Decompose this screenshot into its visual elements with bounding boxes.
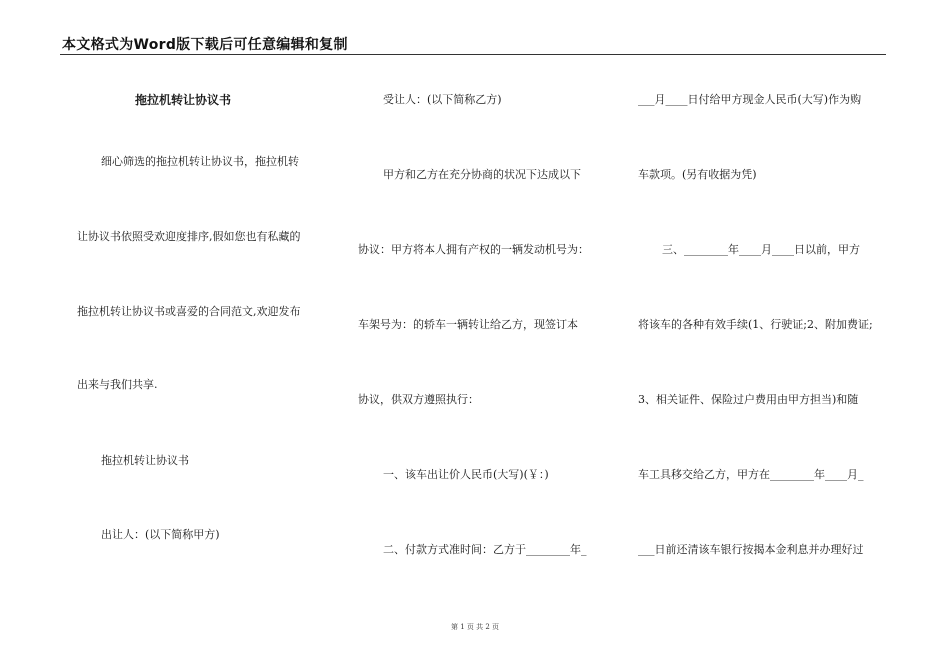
- text-line: 细心筛选的拖拉机转让协议书，拖拉机转: [101, 155, 299, 168]
- text-line: 出来与我们共享.: [77, 378, 158, 391]
- text-line: 拖拉机转让协议书或喜爱的合同范文,欢迎发布: [77, 305, 301, 318]
- text-line: 出让人：(以下简称甲方): [101, 528, 220, 541]
- document-title: 拖拉机转让协议书: [135, 93, 232, 107]
- header-rule: [60, 54, 886, 55]
- text-line: 三、________年____月____日以前，甲方: [662, 243, 860, 256]
- text-line: 受让人：(以下简称乙方): [383, 93, 502, 106]
- text-line: 让协议书依照受欢迎度排序,假如您也有私藏的: [77, 230, 301, 243]
- page-number: 第 1 页 共 2 页: [450, 623, 500, 631]
- text-line: 二、付款方式准时间：乙方于________年_: [383, 543, 587, 556]
- text-line: 协议，供双方遵照执行：: [358, 393, 479, 406]
- text-line: 3、相关证件、保险过户费用由甲方担当)和随: [638, 393, 859, 406]
- text-line: ___月____日付给甲方现金人民币(大写)作为购: [638, 93, 862, 106]
- text-line: ___日前还清该车银行按揭本金利息并办理好过: [638, 543, 864, 556]
- text-line: 车工具移交给乙方，甲方在________年____月_: [638, 468, 864, 481]
- text-line: 甲方和乙方在充分协商的状况下达成以下: [383, 168, 581, 181]
- text-line: 车款项。(另有收据为凭): [638, 168, 757, 181]
- text-line: 车架号为：的轿车一辆转让给乙方，现签订本: [358, 318, 578, 331]
- section-heading: 拖拉机转让协议书: [101, 454, 189, 467]
- text-line: 将该车的各种有效手续(1、行驶证;2、附加费证;: [638, 318, 873, 331]
- document-header: 本文格式为Word版下载后可任意编辑和复制: [62, 37, 348, 53]
- text-line: 协议：甲方将本人拥有产权的一辆发动机号为：: [358, 243, 589, 256]
- text-line: 一、该车出让价人民币(大写)(￥：): [383, 468, 549, 481]
